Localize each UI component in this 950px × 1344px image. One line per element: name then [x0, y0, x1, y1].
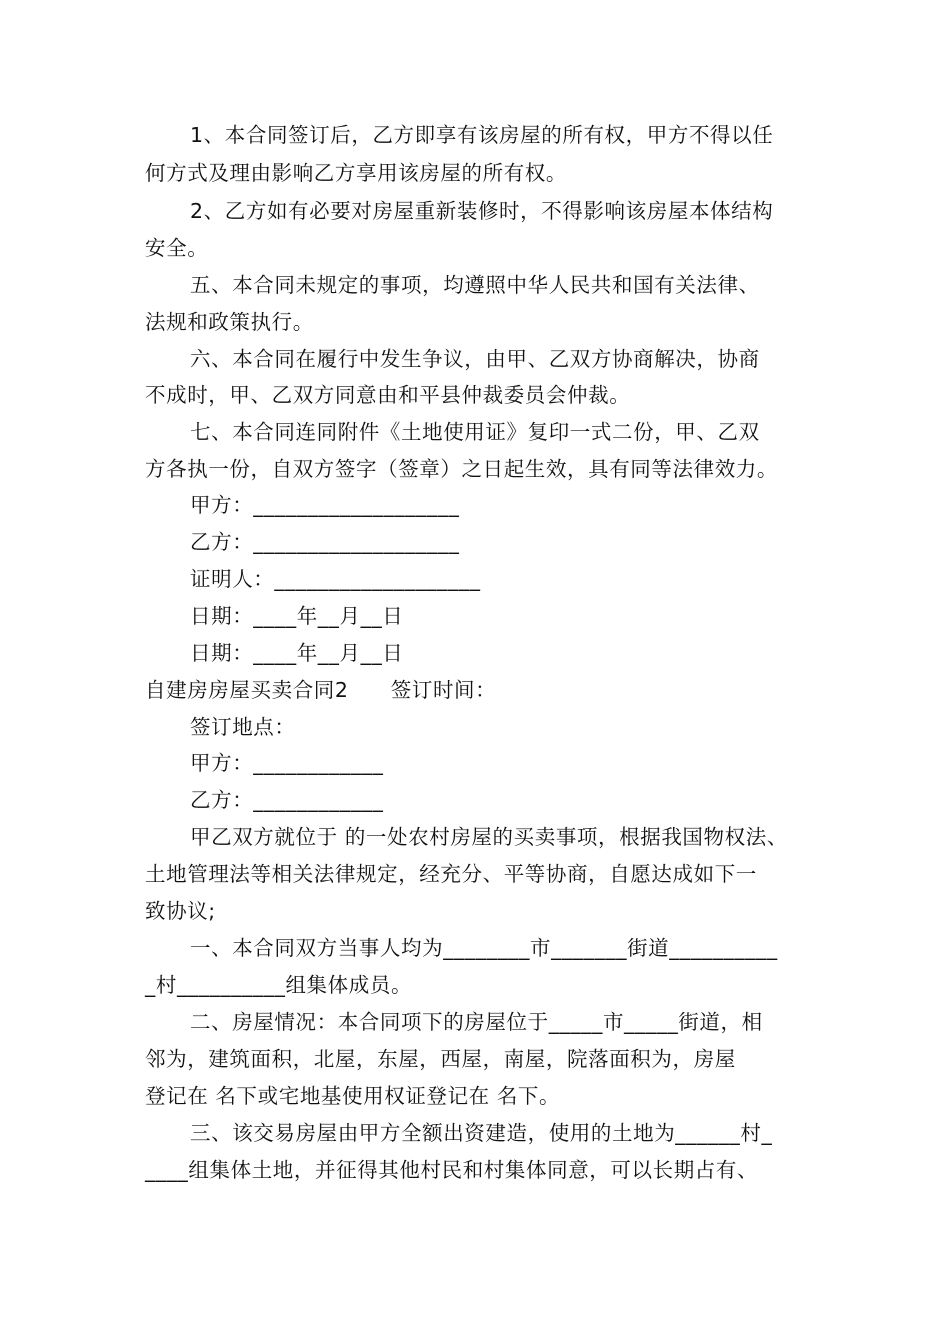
paragraph-line: 邻为，建筑面积，北屋，东屋，西屋，南屋，院落面积为，房屋 — [145, 1047, 736, 1071]
paragraph-line: 签订地点： — [190, 715, 296, 739]
date-line: 日期：____年__月__日 — [190, 641, 404, 665]
paragraph-line: 何方式及理由影响乙方享用该房屋的所有权。 — [145, 161, 567, 185]
paragraph-line: 不成时，甲、乙双方同意由和平县仲裁委员会仲裁。 — [145, 383, 631, 407]
signature-line-party-b: 乙方：___________________ — [190, 530, 460, 554]
paragraph-line: 2、乙方如有必要对房屋重新装修时，不得影响该房屋本体结构 — [190, 199, 774, 223]
paragraph-line: 安全。 — [145, 236, 209, 260]
paragraph-line: 五、本合同未规定的事项，均遵照中华人民共和国有关法律、 — [190, 273, 760, 297]
paragraph-line: 七、本合同连同附件《土地使用证》复印一式二份，甲、乙双 — [190, 420, 760, 444]
paragraph-line: 甲乙双方就位于 的一处农村房屋的买卖事项，根据我国物权法、 — [190, 825, 788, 849]
date-line: 日期：____年__月__日 — [190, 604, 404, 628]
paragraph-line: 甲方：____________ — [190, 751, 384, 775]
signature-line-witness: 证明人：___________________ — [190, 567, 481, 591]
paragraph-line: 二、房屋情况：本合同项下的房屋位于_____市_____街道，相 — [190, 1010, 763, 1034]
paragraph-line: 法规和政策执行。 — [145, 310, 314, 334]
paragraph-line: 土地管理法等相关法律规定，经充分、平等协商，自愿达成如下一 — [145, 862, 757, 886]
paragraph-line: 致协议; — [145, 899, 216, 923]
paragraph-line: 一、本合同双方当事人均为________市_______街道__________ — [190, 936, 778, 960]
paragraph-line: ____组集体土地，并征得其他村民和村集体同意，可以长期占有、 — [145, 1158, 759, 1182]
paragraph-line: 六、本合同在履行中发生争议，由甲、乙双方协商解决，协商 — [190, 347, 760, 371]
paragraph-line: 乙方：____________ — [190, 788, 384, 812]
paragraph-line: 三、该交易房屋由甲方全额出资建造，使用的土地为______村_ — [190, 1121, 773, 1145]
section-heading: 自建房房屋买卖合同2 签订时间： — [145, 678, 497, 702]
paragraph-line: 登记在 名下或宅地基使用权证登记在 名下。 — [145, 1084, 561, 1108]
paragraph-line: 1、本合同签订后，乙方即享有该房屋的所有权，甲方不得以任 — [190, 123, 774, 147]
paragraph-line: _村__________组集体成员。 — [145, 973, 413, 997]
paragraph-line: 方各执一份，自双方签字（签章）之日起生效，具有同等法律效力。 — [145, 457, 778, 481]
signature-line-party-a: 甲方：___________________ — [190, 493, 460, 517]
